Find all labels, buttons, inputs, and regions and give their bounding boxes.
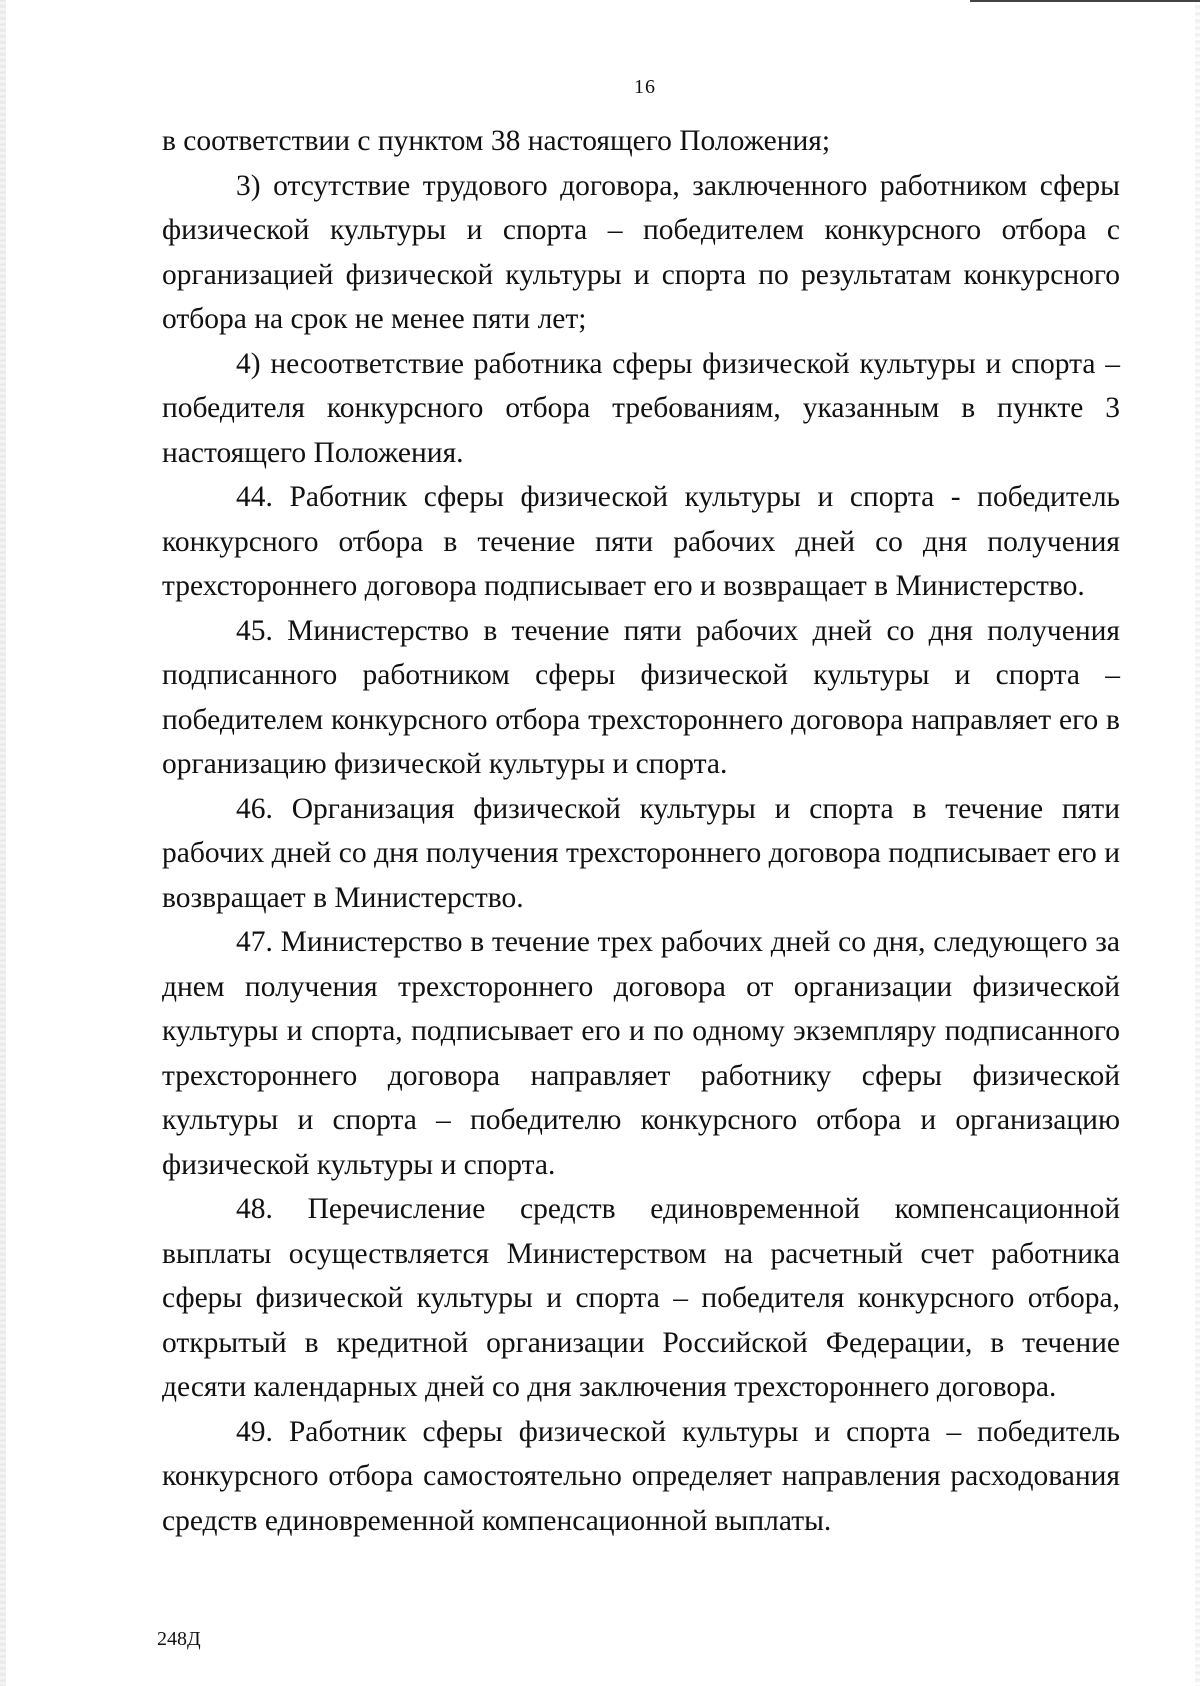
- page-number: 16: [634, 76, 656, 98]
- paragraph-47: 47. Министерство в течение трех рабочих дней со дня, следующего за днем получения трехстороннего договора от организации физической культуры и спорта, подписывает его и по одному экземпляру подписанного трехстороннего договора направляет работнику сферы физической культуры и спорта – победителю конкурсного отбора и организацию физической культуры и спорта.: [162, 926, 1120, 1181]
- paragraph-45: 45. Министерство в течение пяти рабочих дней со дня получения подписанного работником сферы физической культуры и спорта – победителем конкурсного отбора трехстороннего договора направляет его в организацию физической культуры и спорта.: [162, 614, 1120, 780]
- scan-top-line: [970, 0, 1200, 2]
- scan-edge-left: [0, 0, 6, 1686]
- paragraph-48: 48. Перечисление средств единовременной компенсационной выплаты осуществляется Министерством на расчетный счет работника сферы физической культуры и спорта – победителя конкурсного отбора, открытый в кредитной организации Российской Федерации, в течение десяти календарных дней со дня заключения трехстороннего договора.: [162, 1193, 1120, 1403]
- paragraph-continuation: в соответствии с пунктом 38 настоящего Положения;: [162, 125, 831, 157]
- paragraph-44: 44. Работник сферы физической культуры и спорта - победитель конкурсного отбора в течение пяти рабочих дней со дня получения трехстороннего договора подписывает его и возвращает в Министерство.: [162, 481, 1120, 602]
- paragraph-item-3: 3) отсутствие трудового договора, заключенного работником сферы физической культуры и спорта – победителем конкурсного отбора с организацией физической культуры и спорта по результатам конкурсного отбора на срок не менее пяти лет;: [162, 169, 1120, 335]
- scan-edge-right: [1195, 0, 1200, 1686]
- paragraph-46: 46. Организация физической культуры и спорта в течение пяти рабочих дней со дня получения трехстороннего договора подписывает его и возвращает в Министерство.: [162, 792, 1120, 914]
- footer-document-code: 248Д: [157, 1628, 201, 1650]
- paragraph-49: 49. Работник сферы физической культуры и спорта – победитель конкурсного отбора самостоятельно определяет направления расходования средств единовременной компенсационной выплаты.: [162, 1415, 1120, 1537]
- document-body: [162, 119, 1120, 1543]
- paragraph-item-4: 4) несоответствие работника сферы физической культуры и спорта – победителя конкурсного отбора требованиям, указанным в пункте 3 настоящего Положения.: [162, 347, 1120, 469]
